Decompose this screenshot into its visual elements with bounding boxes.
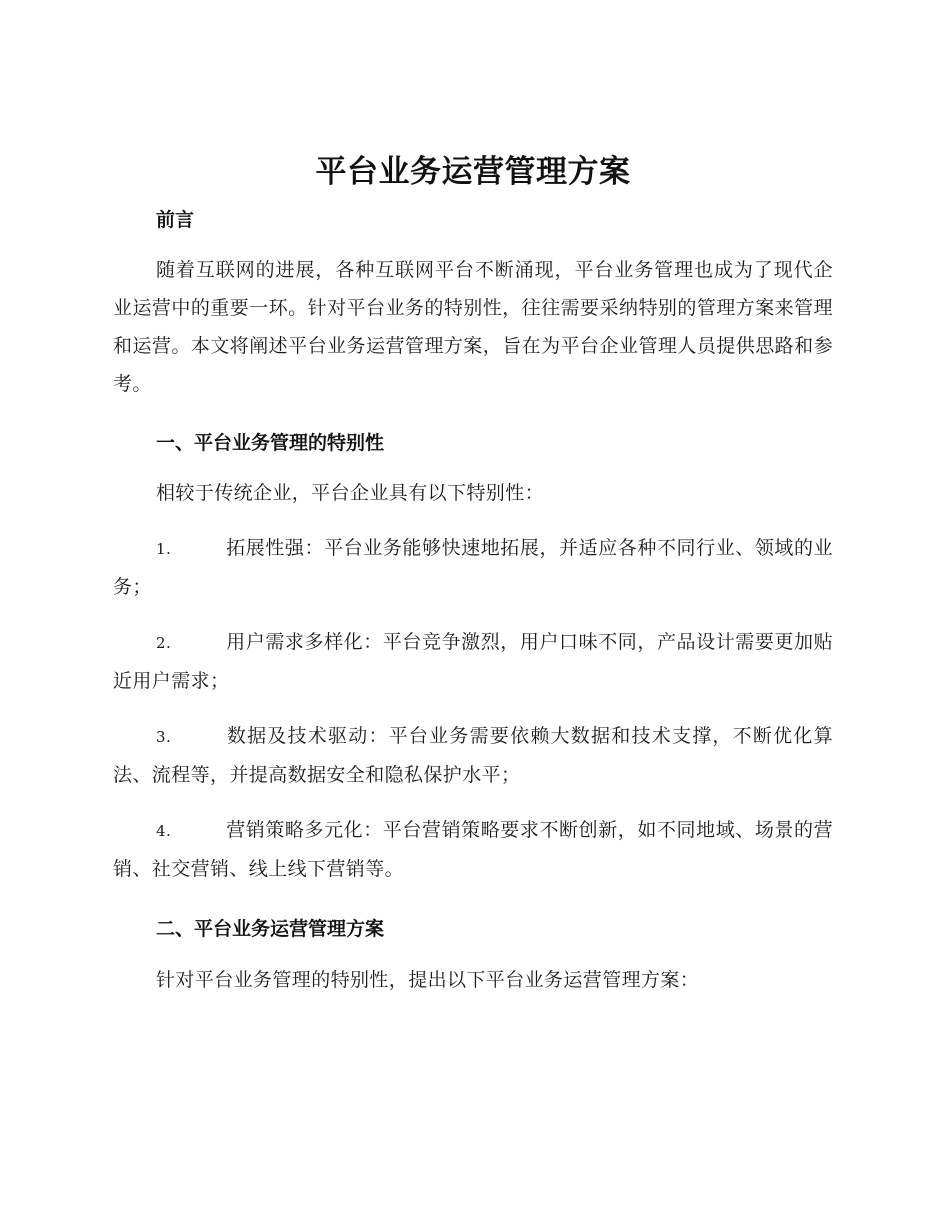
list-item [113, 529, 833, 606]
preface-heading: 前言 [156, 209, 195, 231]
list-item-text: 营销策略多元化：平台营销策略要求不断创新，如不同地域、场景的营销、社交营销、线上线下营销等。 [113, 819, 833, 880]
list-item-text: 数据及技术驱动：平台业务需要依赖大数据和技术支撑，不断优化算法、流程等，并提高数据安全和隐私保护水平； [113, 725, 833, 786]
section2-intro: 针对平台业务管理的特别性，提出以下平台业务运营管理方案： [156, 969, 700, 991]
section1-heading: 一、平台业务管理的特别性 [156, 432, 385, 454]
list-item-number: 2. [156, 634, 172, 652]
list-item-number: 1. [156, 540, 172, 558]
preface-paragraph: 随着互联网的进展，各种互联网平台不断涌现，平台业务管理也成为了现代企业运营中的重要一环。针对平台业务的特别性，往往需要采纳特别的管理方案来管理和运营。本文将阐述平台业务运营管理方案，旨在为平台企业管理人员提供思路和参考。 [113, 259, 833, 395]
list-item [113, 811, 833, 888]
list-item-number: 4. [156, 822, 172, 840]
document-title: 平台业务运营管理方案 [315, 154, 631, 190]
section2-heading: 二、平台业务运营管理方案 [156, 918, 385, 940]
list-item-text: 用户需求多样化：平台竞争激烈，用户口味不同，产品设计需要更加贴近用户需求； [113, 631, 833, 692]
list-item [113, 717, 833, 794]
list-item [113, 623, 833, 700]
list-item-number: 3. [156, 728, 172, 746]
document-page [113, 150, 833, 999]
section1-intro: 相较于传统企业，平台企业具有以下特别性： [156, 482, 545, 504]
list-item-text: 拓展性强：平台业务能够快速地拓展，并适应各种不同行业、领域的业务； [113, 537, 833, 598]
